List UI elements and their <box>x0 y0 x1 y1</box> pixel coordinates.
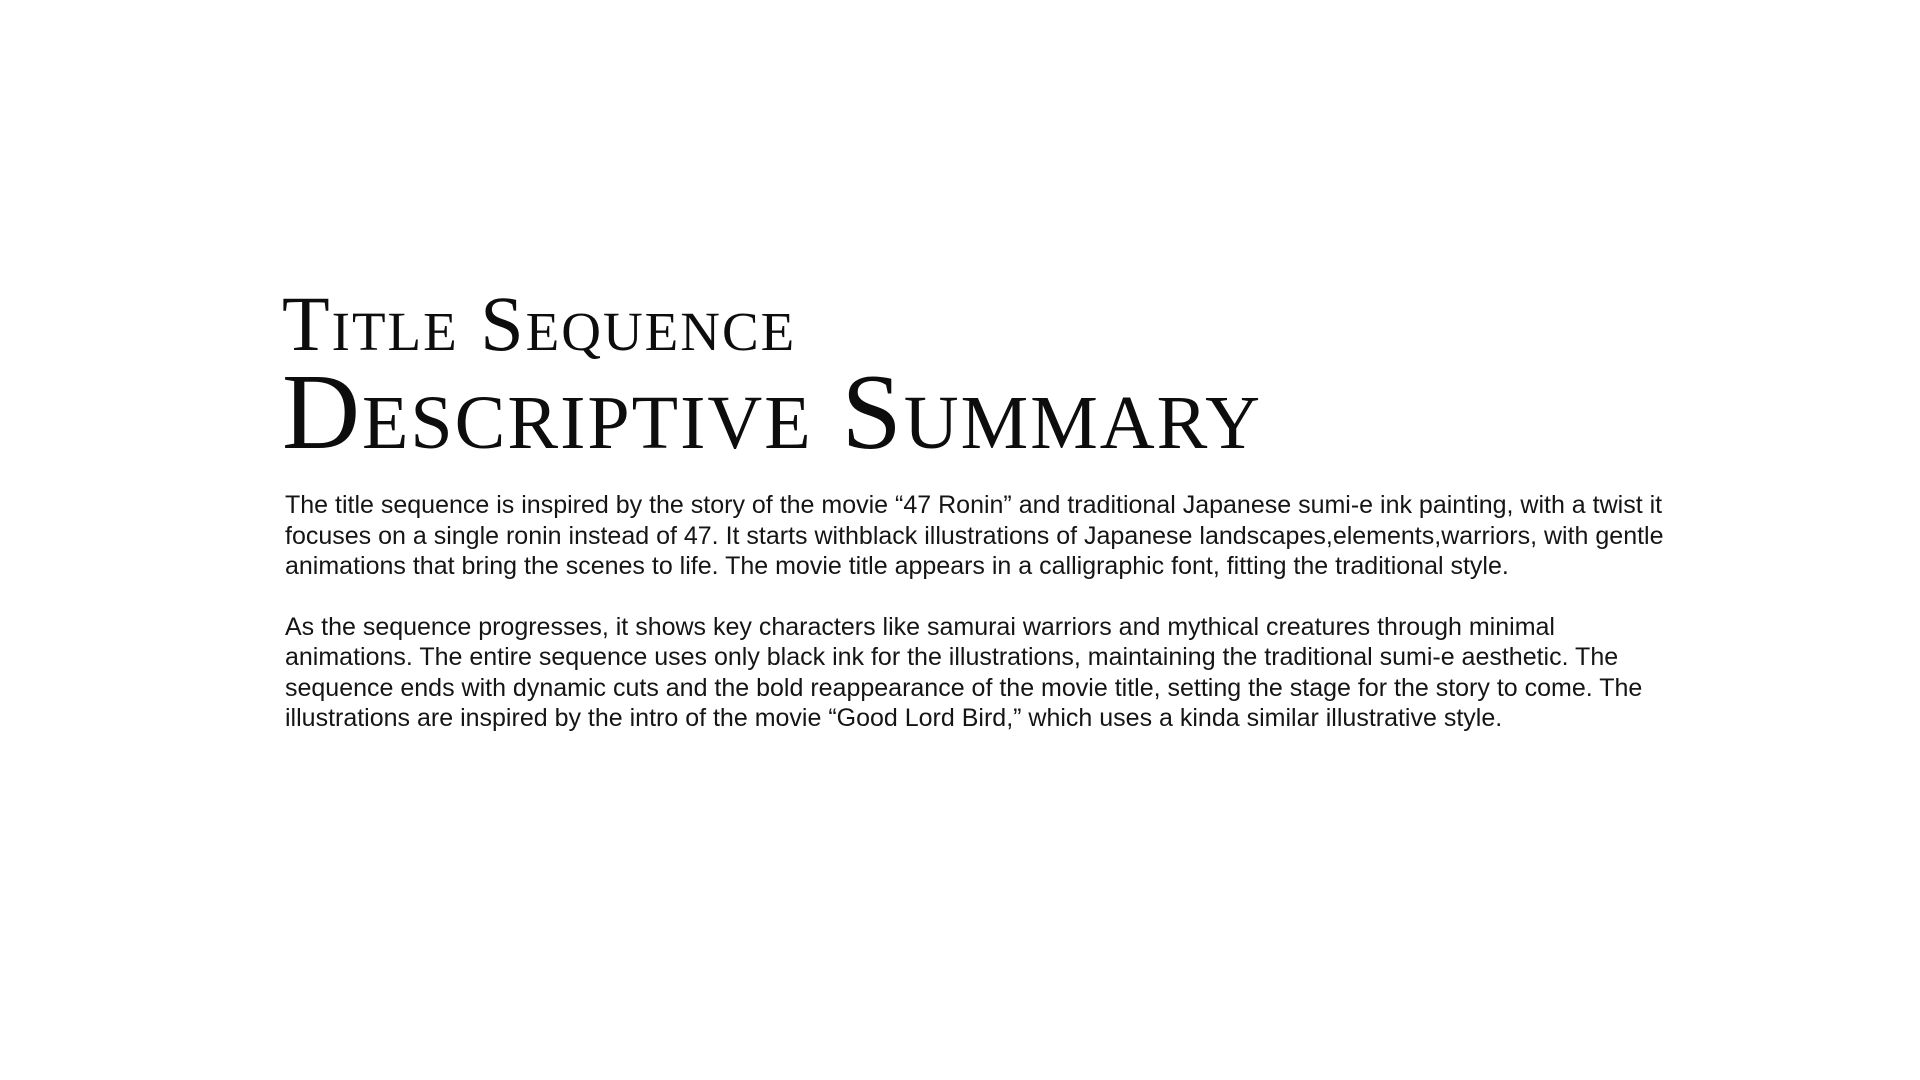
slide-title-line-1: Title Sequence <box>282 280 797 367</box>
slide-title-line-2: Descriptive Summary <box>282 353 1263 472</box>
summary-body <box>285 490 1665 734</box>
summary-paragraph-1: The title sequence is inspired by the story of the movie “47 Ronin” and traditional Japanese sumi-e ink painting, with a twist it focuses on a single ronin instead of 47. It starts withblack illustrations of Japanese landscapes,elements,warriors, with gentle animations that bring the scenes to life. The movie title appears in a calligraphic font, fitting the traditional style. <box>285 491 1664 580</box>
title-block <box>282 280 1682 472</box>
summary-paragraph-2: As the sequence progresses, it shows key characters like samurai warriors and mythical creatures through minimal animations. The entire sequence uses only black ink for the illustrations, maintaining the traditional sumi-e aesthetic. The sequence ends with dynamic cuts and the bold reappearance of the movie title, setting the stage for the story to come. The illustrations are inspired by the intro of the movie “Good Lord Bird,” which uses a kinda similar illustrative style. <box>285 612 1643 732</box>
